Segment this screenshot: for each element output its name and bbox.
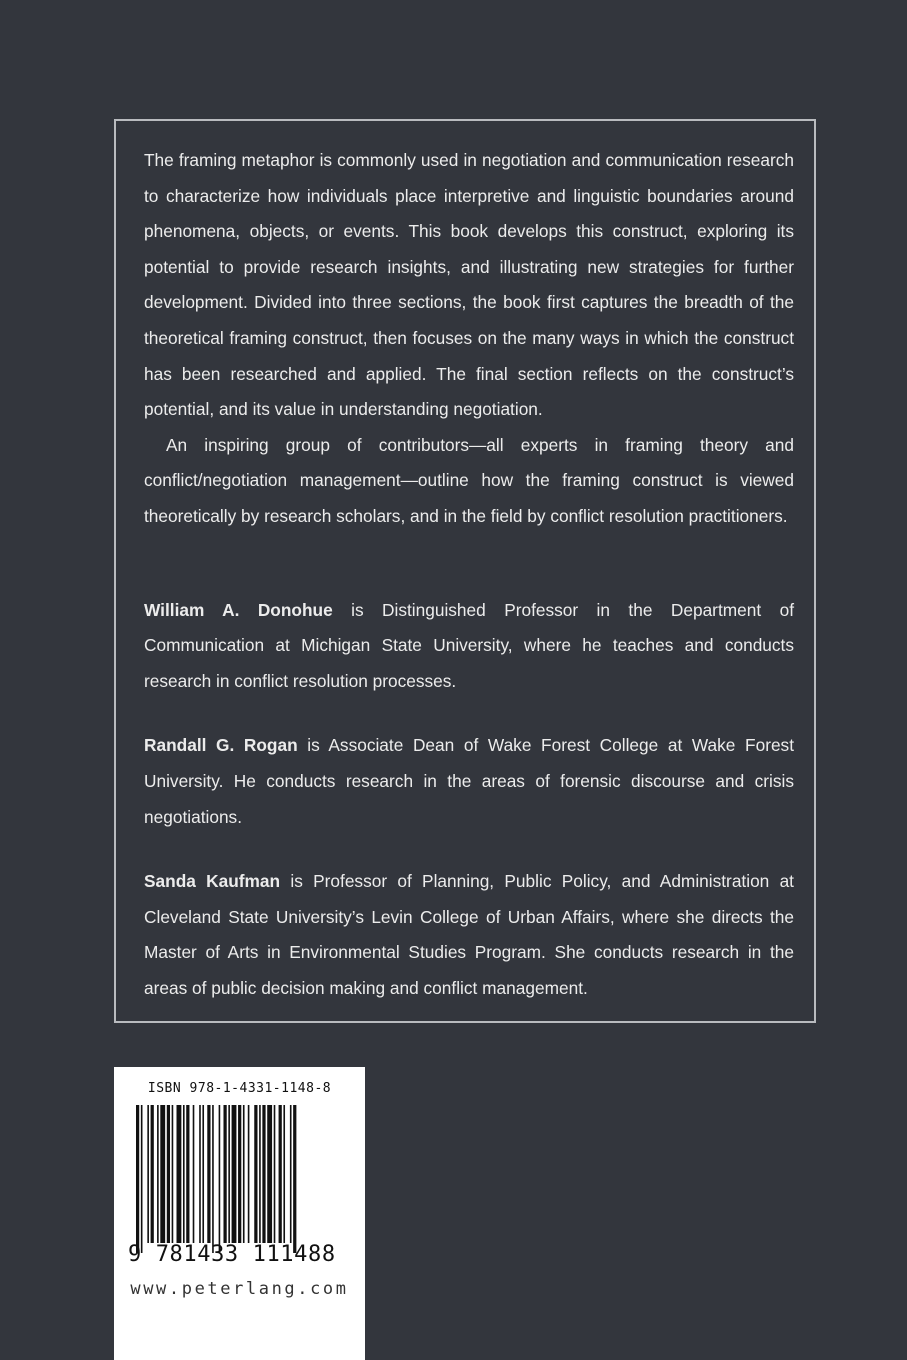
author-bio-text: is Professor of Planning, Public Policy, and Administration at Cleveland State University’s Levin College of Urban Affairs, where she directs the Master of Arts in Environmental Studies Program. She conducts research in the areas of public decision making and conflict management. xyxy=(144,871,794,998)
author-name: William A. Donohue xyxy=(144,599,333,620)
description-paragraph-1: The framing metaphor is commonly used in negotiation and communication research to characterize how individuals place interpretive and linguistic boundaries around phenomena, objects, or events. This book develops this construct, exploring its potential to provide research insights, and illustrating new strategies for further development. Divided into three sections, the book first captures the breadth of the theoretical framing construct, then focuses on the many ways in which the construct has been researched and applied. The final section reflects on the construct’s potential, and its value in understanding negotiation. xyxy=(144,150,794,420)
barcode-bar xyxy=(157,1105,159,1243)
barcode-bar xyxy=(186,1105,189,1243)
description-paragraph-2: An inspiring group of contributors—all experts in framing theory and conflict/negotiation management—outline how the framing construct is viewed theoretically by research scholars, and in the field by conflict resolution practitioners. xyxy=(144,434,794,526)
author-bio-kaufman xyxy=(144,864,794,1006)
author-bio-text: is Distinguished Professor in the Department of Communication at Michigan State University, where he teaches and conducts research in conflict resolution processes. xyxy=(144,599,794,691)
barcode-icon xyxy=(136,1105,344,1253)
author-bio-text: is Associate Dean of Wake Forest College at Wake Forest University. He conducts research in the areas of forensic discourse and crisis negotiations. xyxy=(144,735,794,827)
barcode-bar xyxy=(279,1105,282,1243)
barcode-bar xyxy=(219,1105,221,1253)
barcode-bar xyxy=(199,1105,201,1243)
author-name: Sanda Kaufman xyxy=(144,871,281,892)
barcode-bar xyxy=(243,1105,245,1243)
back-cover-text xyxy=(144,143,794,1006)
barcode-bar xyxy=(274,1105,276,1243)
barcode-bar xyxy=(136,1105,139,1253)
barcode-bar xyxy=(232,1105,237,1243)
barcode-panel xyxy=(114,1067,365,1360)
barcode-bar xyxy=(141,1105,143,1253)
description-frame xyxy=(114,119,816,1023)
barcode-bar xyxy=(238,1105,241,1243)
barcode-bar xyxy=(290,1105,292,1243)
barcode-bar xyxy=(262,1105,265,1243)
barcode-bar xyxy=(212,1105,214,1253)
barcode-bar xyxy=(267,1105,272,1243)
barcode-bar xyxy=(293,1105,296,1253)
author-bio-donohue xyxy=(144,593,794,700)
barcode-bar xyxy=(151,1105,154,1243)
barcode-bar xyxy=(207,1105,210,1243)
barcode-bar xyxy=(248,1105,250,1243)
barcode-bar xyxy=(223,1105,226,1243)
barcode-bar xyxy=(177,1105,182,1243)
author-bio-rogan xyxy=(144,728,794,835)
barcode-bar xyxy=(183,1105,185,1243)
barcode-bar xyxy=(147,1105,149,1243)
barcode-bar xyxy=(228,1105,230,1243)
barcode-bar xyxy=(254,1105,257,1243)
barcode-bar xyxy=(283,1105,285,1243)
barcode-bar xyxy=(172,1105,174,1243)
barcode-bar xyxy=(202,1105,204,1243)
isbn-label: ISBN 978-1-4331-1148-8 xyxy=(147,1081,332,1096)
barcode-bar xyxy=(167,1105,170,1243)
barcode-bar xyxy=(160,1105,165,1243)
author-name: Randall G. Rogan xyxy=(144,735,298,756)
publisher-url: www.peterlang.com xyxy=(130,1279,349,1299)
barcode-bar xyxy=(193,1105,195,1243)
barcode-bar xyxy=(259,1105,261,1243)
barcode-digits: 9 781433 111488 xyxy=(128,1242,336,1267)
